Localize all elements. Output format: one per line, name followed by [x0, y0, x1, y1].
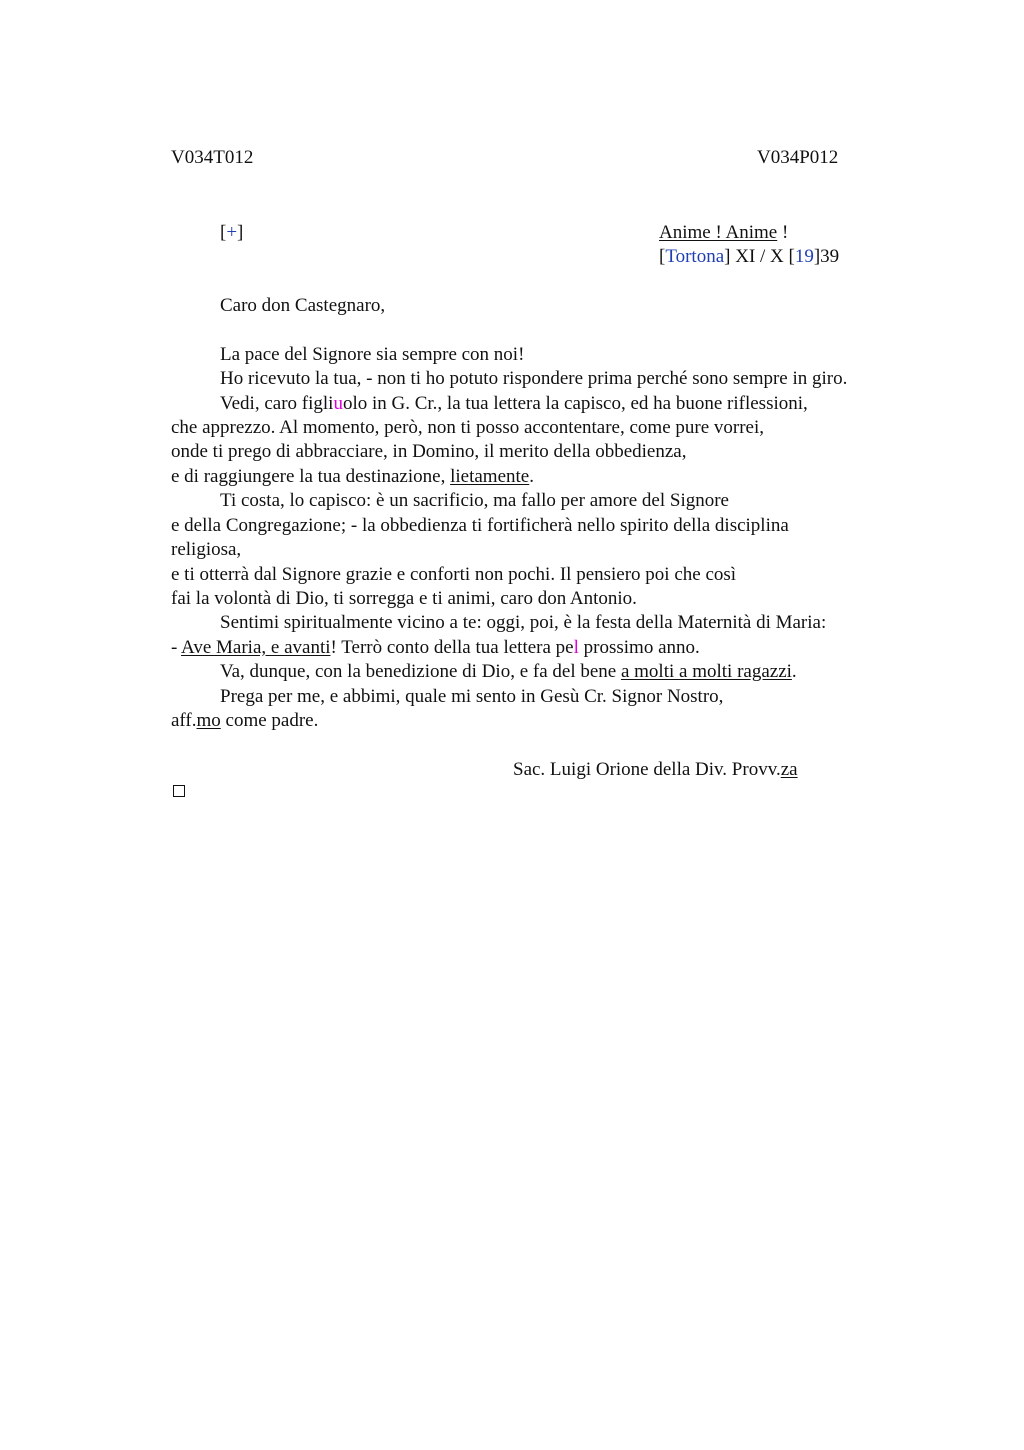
correction-letter: l: [573, 637, 579, 658]
empty-box-mark: [173, 785, 185, 797]
body-line: - Ave Maria, e avanti! Terrò conto della tua lettera pel prossimo anno.: [171, 637, 700, 658]
body-line: che apprezzo. Al momento, però, non ti posso accontentare, come pure vorrei,: [171, 417, 765, 438]
motto: Anime ! Anime !: [659, 222, 789, 243]
correction-letter: u: [333, 393, 343, 414]
document-code-left: V034T012: [171, 147, 254, 168]
body-line: Va, dunque, con la benedizione di Dio, e fa del bene a molti a molti ragazzi.: [220, 661, 797, 682]
cross-symbol: +: [226, 222, 238, 243]
body-line: La pace del Signore sia sempre con noi!: [220, 344, 525, 365]
body-line: fai la volontà di Dio, ti sorregga e ti animi, caro don Antonio.: [171, 588, 637, 609]
body-line: e di raggiungere la tua destinazione, lietamente.: [171, 466, 534, 487]
body-line: e ti otterrà dal Signore grazie e conforti non pochi. Il pensiero poi che così: [171, 564, 737, 585]
body-line: Sentimi spiritualmente vicino a te: oggi, poi, è la festa della Maternità di Maria:: [220, 612, 827, 633]
body-line: Vedi, caro figliuolo in G. Cr., la tua lettera la capisco, ed ha buone riflessioni,: [220, 393, 808, 414]
body-line: aff.mo come padre.: [171, 710, 319, 731]
dateline-century: 19: [794, 246, 814, 267]
body-line: Ti costa, lo capisco: è un sacrificio, ma fallo per amore del Signore: [220, 490, 729, 511]
body-line: religiosa,: [171, 539, 242, 560]
cross-mark: [+]: [220, 222, 244, 243]
document-code-right: V034P012: [757, 147, 839, 168]
dateline: [Tortona] XI / X [19]39: [659, 246, 840, 267]
salutation: Caro don Castegnaro,: [220, 295, 386, 316]
dateline-place: Tortona: [665, 246, 725, 267]
body-line: onde ti prego di abbracciare, in Domino, il merito della obbedienza,: [171, 441, 687, 462]
body-line: Ho ricevuto la tua, - non ti ho potuto rispondere prima perché sono sempre in giro.: [220, 368, 848, 389]
signature: Sac. Luigi Orione della Div. Provv.za: [513, 759, 798, 780]
body-line: e della Congregazione; - la obbedienza ti fortificherà nello spirito della disciplina: [171, 515, 789, 536]
body-line: Prega per me, e abbimi, quale mi sento in Gesù Cr. Signor Nostro,: [220, 686, 724, 707]
